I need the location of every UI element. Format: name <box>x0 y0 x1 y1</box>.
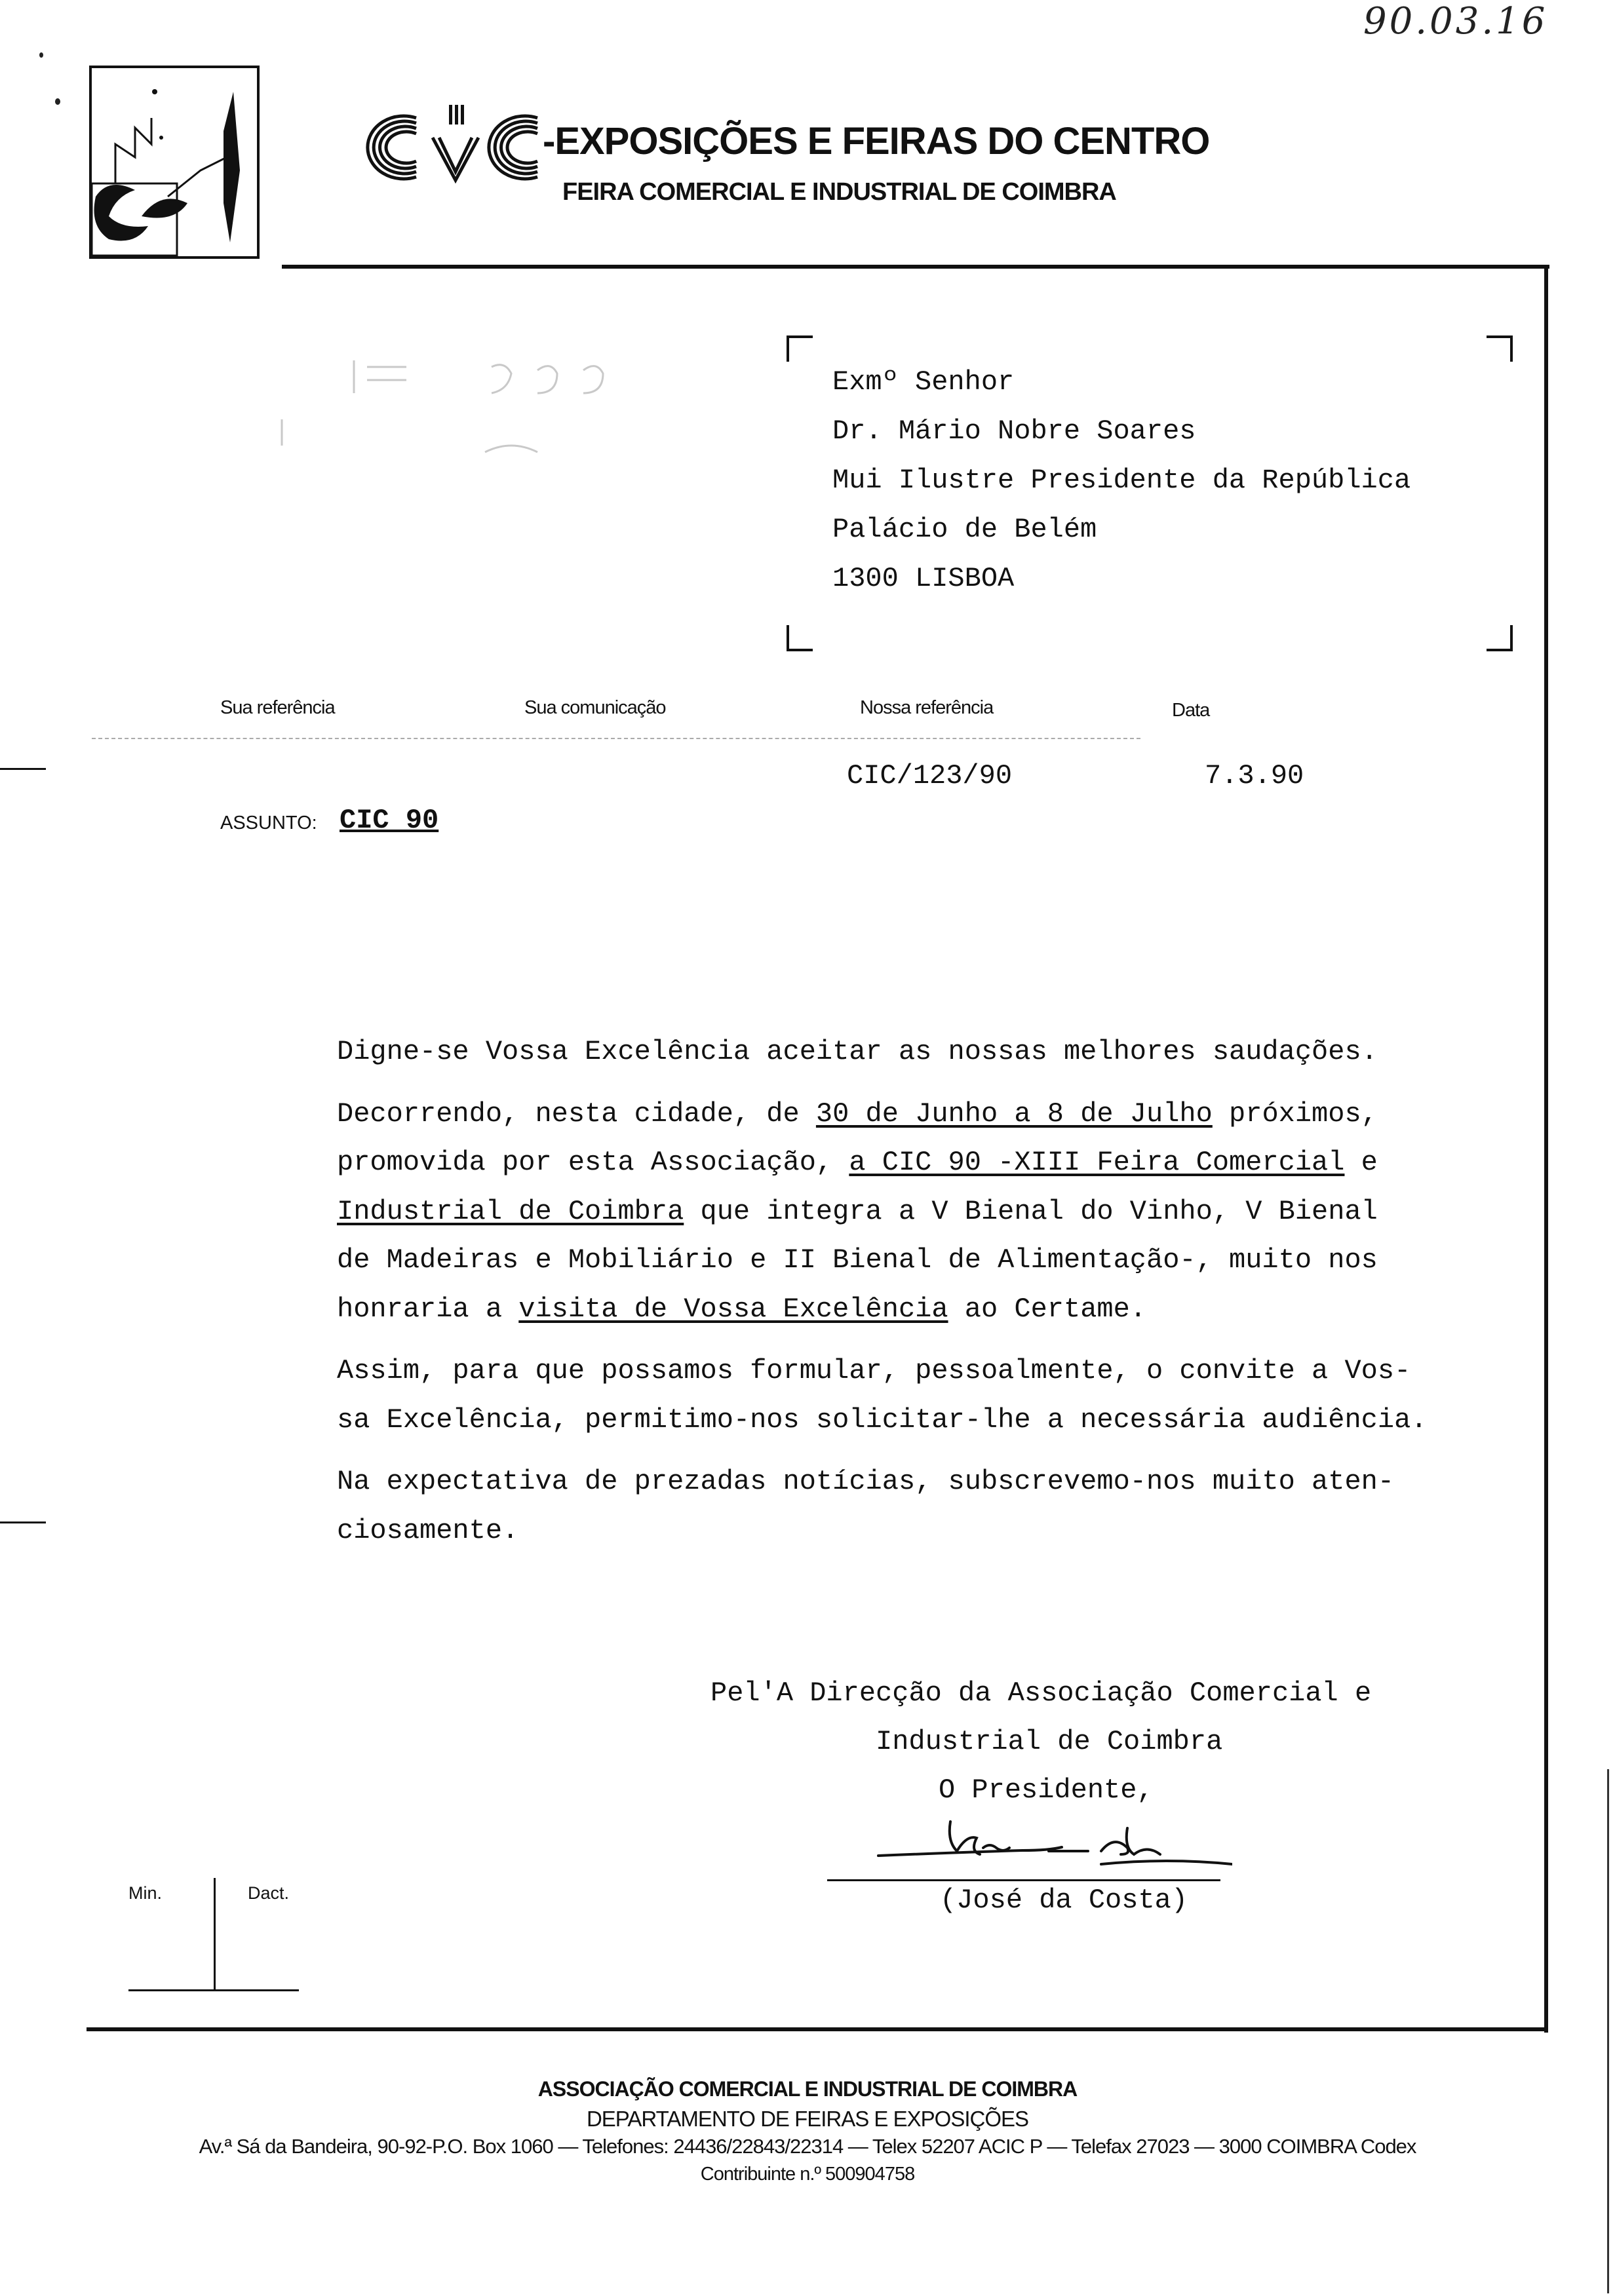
address-corner-top-left <box>787 335 813 362</box>
audience-paragraph: Assim, para que possamos formular, pessoalmente, o convite a Vos- sa Excelência, permitimo-nos solicitar-lhe a necessária audiência. <box>337 1355 1428 1436</box>
footer-department: DEPARTAMENTO DE FEIRAS E EXPOSIÇÕES <box>586 2107 1029 2131</box>
recipient-salutation: Exmº Senhor <box>832 366 1015 398</box>
frame-top-rule <box>282 265 1549 269</box>
margin-fold-mark <box>0 768 46 770</box>
closing-line-3: O Presidente, <box>939 1774 1154 1806</box>
assunto-value: CIC 90 <box>340 805 439 836</box>
recipient-city: 1300 LISBOA <box>832 563 1015 594</box>
min-dact-baseline <box>128 1989 299 1991</box>
address-corner-bottom-right <box>1487 625 1513 651</box>
data-label: Data <box>1172 700 1210 721</box>
footer-taxpayer: Contribuinte n.º 500904758 <box>700 2164 915 2185</box>
assunto-label: ASSUNTO: <box>220 813 317 833</box>
frame-bottom-rule <box>87 2027 1548 2031</box>
handwritten-signature <box>852 1815 1232 1887</box>
min-dact-divider <box>214 1878 216 1989</box>
letter-body <box>337 1027 1451 1568</box>
organization-subtitle: FEIRA COMERCIAL E INDUSTRIAL DE COIMBRA <box>562 178 1116 206</box>
organization-title: -EXPOSIÇÕES E FEIRAS DO CENTRO <box>543 120 1210 163</box>
footer-association-name: ASSOCIAÇÃO COMERCIAL E INDUSTRIAL DE COIMBRA <box>537 2077 1078 2101</box>
received-stamp <box>275 354 695 465</box>
closing-line-2: Industrial de Coimbra <box>876 1726 1223 1757</box>
margin-fold-mark <box>0 1521 46 1523</box>
closing-line-1: Pel'A Direcção da Associação Comercial e <box>710 1677 1372 1709</box>
signature-rule <box>827 1879 1220 1881</box>
recipient-name: Dr. Mário Nobre Soares <box>832 415 1196 447</box>
association-emblem <box>89 66 260 259</box>
signatory-name: (José da Costa) <box>940 1885 1188 1916</box>
scan-edge-line <box>1607 1769 1609 2293</box>
address-corner-top-right <box>1487 335 1513 362</box>
scan-speck <box>55 98 60 105</box>
footer-contact: Av.ª Sá da Bandeira, 90-92-P.O. Box 1060 — Telefones: 24436/22843/22314 — Telex 52207 ACIC P — Telefax 27023 — 3000 COIMBRA Codex <box>199 2135 1416 2158</box>
scan-speck <box>39 52 43 58</box>
frame-right-rule <box>1544 265 1548 2033</box>
dact-label: Dact. <box>248 1883 290 1903</box>
min-label: Min. <box>128 1883 163 1903</box>
data-value: 7.3.90 <box>1205 760 1304 792</box>
invitation-paragraph: Decorrendo, nesta cidade, de 30 de Junho a 8 de Julho próximos, promovida por esta Associação, a CIC 90 -XIII Feira Comercial e Industrial de Coimbra que integra a V Bienal do Vinho, V Bienal de Madeiras e Mobiliário e II Bienal de Alimentação-, muito nos honraria a visita de Vossa Excelência ao Certame. <box>337 1098 1378 1325</box>
nossa-referencia-label: Nossa referência <box>860 697 994 718</box>
cic-logo <box>354 98 551 190</box>
greeting-paragraph: Digne-se Vossa Excelência aceitar as nossas melhores saudações. <box>337 1036 1378 1067</box>
sua-referencia-label: Sua referência <box>220 697 335 718</box>
closing-paragraph: Na expectativa de prezadas notícias, subscrevemo-nos muito aten- ciosamente. <box>337 1466 1395 1546</box>
handwritten-reference: 90.03.16 <box>1363 0 1548 43</box>
reference-divider <box>92 738 1140 739</box>
recipient-title: Mui Ilustre Presidente da República <box>832 465 1411 496</box>
address-corner-bottom-left <box>787 625 813 651</box>
sua-comunicacao-label: Sua comunicação <box>524 697 666 718</box>
nossa-referencia-value: CIC/123/90 <box>847 760 1013 792</box>
recipient-address: Palácio de Belém <box>832 514 1097 545</box>
